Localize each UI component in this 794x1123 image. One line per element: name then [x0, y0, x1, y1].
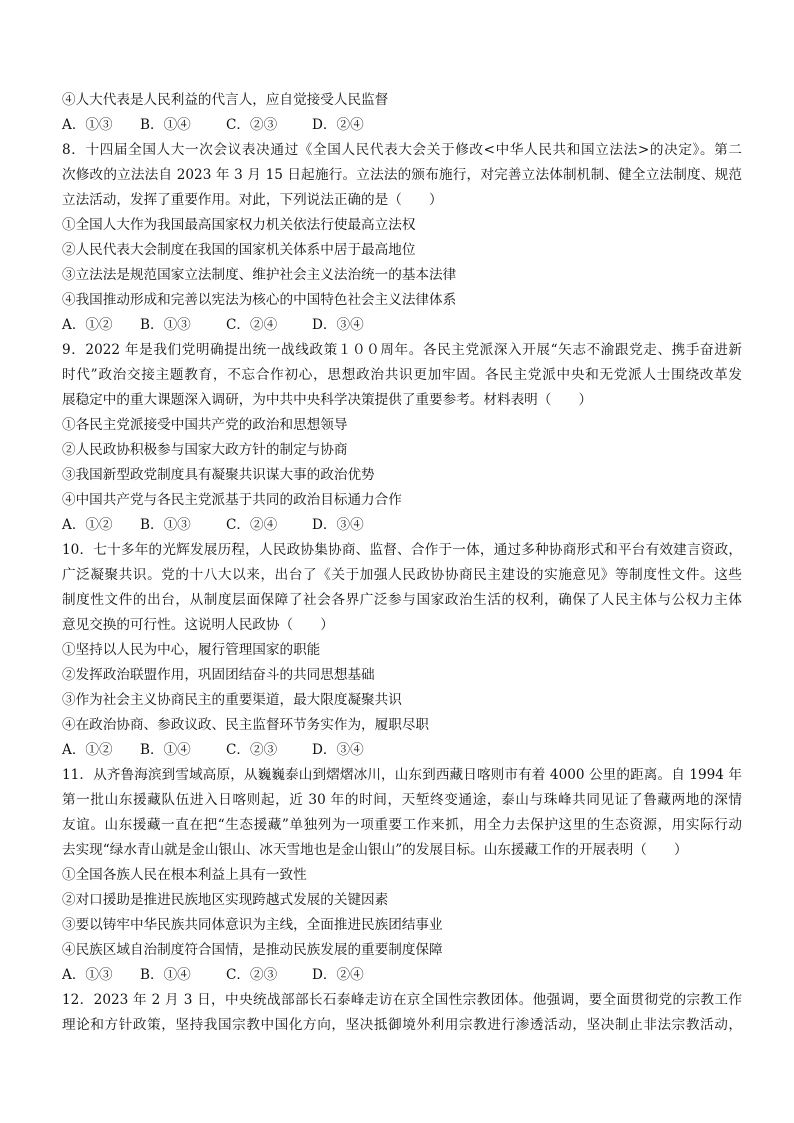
q11-item-3: ③要以铸牢中华民族共同体意识为主线，全面推进民族团结事业	[62, 917, 443, 933]
option-d[interactable]: D．③④	[312, 517, 364, 533]
option-b[interactable]: B．①③	[140, 317, 191, 333]
option-c[interactable]: C．②③	[226, 967, 278, 983]
option-d[interactable]: D．③④	[312, 742, 364, 758]
option-b[interactable]: B．①④	[140, 117, 191, 133]
q8-item-1: ①全国人大作为我国最高国家权力机关依法行使最高立法权	[62, 217, 416, 233]
q11-item-1: ①全国各族人民在根本利益上具有一致性	[62, 867, 307, 883]
option-a[interactable]: A．①②	[62, 742, 113, 758]
option-d[interactable]: D．③④	[312, 317, 364, 333]
q10-item-2: ②发挥政治联盟作用，巩固团结奋斗的共同思想基础	[62, 667, 375, 683]
option-c[interactable]: C．②③	[226, 117, 278, 133]
option-c[interactable]: C．②③	[226, 742, 278, 758]
option-a[interactable]: A．①②	[62, 317, 113, 333]
q9-item-2: ②人民政协积极参与国家大政方针的制定与协商	[62, 442, 348, 458]
q9-stem-line-2: 时代”政治交接主题教育，不忘合作初心，思想政治共识更加牢固。各民主党派中央和无党派人士围绕改革发	[62, 367, 742, 383]
q9-item-1: ①各民主党派接受中国共产党的政治和思想领导	[62, 417, 348, 433]
option-d[interactable]: D．②④	[312, 967, 364, 983]
q10-item-3: ③作为社会主义协商民主的重要渠道，最大限度凝聚共识	[62, 692, 402, 708]
q8-stem-line-3: 立法活动，发挥了重要作用。对此，下列说法正确的是（ ）	[62, 192, 443, 208]
option-a[interactable]: A．①②	[62, 517, 113, 533]
q8-item-2: ②人民代表大会制度在我国的国家机关体系中居于最高地位	[62, 242, 416, 258]
option-d[interactable]: D．②④	[312, 117, 364, 133]
q11-item-2: ②对口援助是推进民族地区实现跨越式发展的关键因素	[62, 892, 389, 908]
top-options	[62, 116, 402, 134]
option-b[interactable]: B．①④	[140, 967, 191, 983]
q9-item-4: ④中国共产党与各民主党派基于共同的政治目标通力合作	[62, 492, 402, 508]
option-b[interactable]: B．①④	[140, 742, 191, 758]
q8-stem-line-1: 8．十四届全国人大一次会议表决通过《全国人民代表大会关于修改<中华人民共和国立法法>的决定》。第二	[62, 142, 742, 158]
top-statement: ④人大代表是人民利益的代言人，应自觉接受人民监督	[62, 92, 389, 108]
q9-stem-line-1: 9．2022 年是我们党明确提出统一战线政策１００周年。各民主党派深入开展“矢志不渝跟党走、携手奋进新	[62, 342, 742, 358]
option-c[interactable]: C．②④	[226, 317, 278, 333]
option-a[interactable]: A．①③	[62, 117, 113, 133]
q10-stem-line-2: 广泛凝聚共识。党的十八大以来，出台了《关于加强人民政协协商民主建设的实施意见》等制度性文件。这些	[62, 567, 742, 583]
option-a[interactable]: A．①③	[62, 967, 113, 983]
q10-stem-line-4: 意见交换的可行性。这说明人民政协（ ）	[62, 617, 334, 633]
q10-stem-line-1: 10．七十多年的光辉发展历程，人民政协集协商、监督、合作于一体，通过多种协商形式和平台有效建言资政，	[62, 542, 742, 558]
q9-item-3: ③我国新型政党制度具有凝聚共识谋大事的政治优势	[62, 467, 375, 483]
q8-item-3: ③立法法是规范国家立法制度、维护社会主义法治统一的基本法律	[62, 267, 457, 283]
q10-stem-line-3: 制度性文件的出台，从制度层面保障了社会各界广泛参与国家政治生活的权利，确保了人民主体与公权力主体	[62, 592, 742, 608]
q11-options	[62, 966, 402, 984]
q11-stem-line-3: 友谊。山东援藏一直在把“生态援藏”单独列为一项重要工作来抓，用全力去保护这里的生态资源，用实际行动	[62, 817, 742, 833]
q9-options	[62, 516, 402, 534]
q9-stem-line-3: 展稳定中的重大课题深入调研，为中共中央科学决策提供了重要参考。材料表明（ ）	[62, 392, 593, 408]
q11-stem-line-4: 去实现“绿水青山就是金山银山、冰天雪地也是金山银山”的发展目标。山东援藏工作的开展表明（ ）	[62, 842, 688, 858]
q12-stem-line-2: 理论和方针政策，坚持我国宗教中国化方向，坚决抵御境外利用宗教进行渗透活动，坚决制止非法宗教活动，	[62, 1017, 742, 1033]
q10-item-1: ①坚持以人民为中心，履行管理国家的职能	[62, 642, 321, 658]
q8-item-4: ④我国推动形成和完善以宪法为核心的中国特色社会主义法律体系	[62, 292, 457, 308]
option-c[interactable]: C．②④	[226, 517, 278, 533]
q11-stem-line-1: 11．从齐鲁海滨到雪域高原，从巍巍泰山到熠熠冰川，山东到西藏日喀则市有着 4000 公里的距离。自 1994 年	[62, 767, 742, 783]
q10-item-4: ④在政治协商、参政议政、民主监督环节务实作为，履职尽职	[62, 717, 430, 733]
q11-stem-line-2: 第一批山东援藏队伍进入日喀则起，近 30 年的时间，天堑终变通途，泰山与珠峰共同见证了鲁藏两地的深情	[62, 792, 742, 808]
q8-stem-line-2: 次修改的立法法自 2023 年 3 月 15 日起施行。立法法的颁布施行，对完善立法体制机制、健全立法制度、规范	[62, 167, 742, 183]
q10-options	[62, 741, 402, 759]
q11-item-4: ④民族区域自治制度符合国情，是推动民族发展的重要制度保障	[62, 942, 443, 958]
q12-stem-line-1: 12．2023 年 2 月 3 日，中央统战部部长石泰峰走访在京全国性宗教团体。他强调，要全面贯彻党的宗教工作	[62, 992, 742, 1008]
q8-options	[62, 316, 402, 334]
option-b[interactable]: B．①③	[140, 517, 191, 533]
